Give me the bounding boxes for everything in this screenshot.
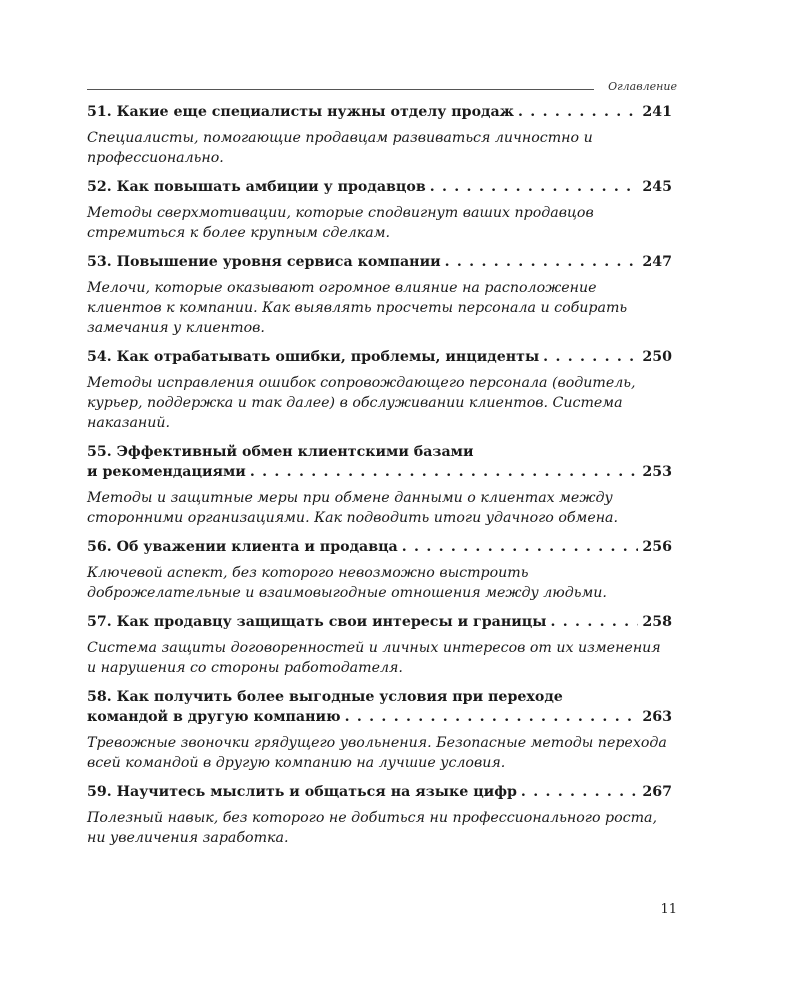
toc-entry-description: Тревожные звоночки грядущего увольнения. Безопасные методы перехода всей командой в другую компанию на лучшие условия. — [87, 735, 667, 771]
toc-title-text: 57. Как продавцу защищать свои интересы и границы — [87, 614, 547, 630]
toc-title-text: и рекомендациями — [87, 464, 246, 480]
toc-entry-description: Ключевой аспект, без которого невозможно выстроить доброжелательные и взаимовыгодные отношения между людьми. — [87, 565, 607, 601]
toc-entry-title[interactable] — [87, 537, 672, 557]
dot-leader — [430, 177, 639, 197]
toc-entry — [87, 102, 672, 168]
toc-page-number: 256 — [642, 539, 672, 555]
toc-page-number: 247 — [642, 254, 672, 270]
toc-entry — [87, 347, 672, 433]
toc-entry — [87, 687, 672, 773]
running-header — [87, 80, 677, 94]
header-rule — [87, 89, 594, 90]
toc-title-line — [87, 707, 672, 727]
toc-title-line — [87, 687, 672, 707]
toc-title-line — [87, 102, 672, 122]
toc-entry-description: Система защиты договоренностей и личных интересов от их изменения и нарушения со стороны работодателя. — [87, 640, 661, 676]
toc-entry-title[interactable] — [87, 782, 672, 802]
toc-title-text: 52. Как повышать амбиции у продавцов — [87, 179, 426, 195]
toc-entry — [87, 442, 672, 528]
toc-page-number: 250 — [642, 349, 672, 365]
toc-title-line — [87, 177, 672, 197]
toc-entry-description: Полезный навык, без которого не добиться ни профессионального роста, ни увеличения заработка. — [87, 810, 657, 846]
toc-entry — [87, 782, 672, 848]
toc-entry-title[interactable] — [87, 687, 672, 727]
toc-title-text: командой в другую компанию — [87, 709, 341, 725]
toc-title-text: 56. Об уважении клиента и продавца — [87, 539, 398, 555]
toc-title-text: 55. Эффективный обмен клиентскими базами — [87, 444, 474, 460]
toc-title-text: 53. Повышение уровня сервиса компании — [87, 254, 441, 270]
toc-page-number: 253 — [642, 464, 672, 480]
dot-leader — [345, 707, 639, 727]
dot-leader — [521, 782, 638, 802]
section-title: Оглавление — [608, 80, 677, 93]
toc-entry-description: Мелочи, которые оказывают огромное влияние на расположение клиентов к компании. Как выявлять просчеты персонала и собирать замечания у клиентов. — [87, 280, 628, 336]
toc-entry-description: Методы сверхмотивации, которые сподвигнут ваших продавцов стремиться к более крупным сделкам. — [87, 205, 594, 241]
toc-page-number: 263 — [642, 709, 672, 725]
toc-title-line — [87, 612, 672, 632]
toc-title-line — [87, 462, 672, 482]
toc-title-text: 54. Как отрабатывать ошибки, проблемы, инциденты — [87, 349, 540, 365]
toc-entry-title[interactable] — [87, 347, 672, 367]
toc-entry-title[interactable] — [87, 102, 672, 122]
toc-title-line — [87, 782, 672, 802]
dot-leader — [518, 102, 638, 122]
toc-entry — [87, 537, 672, 603]
toc-title-line — [87, 252, 672, 272]
toc-title-line — [87, 347, 672, 367]
toc-title-text: 51. Какие еще специалисты нужны отделу продаж — [87, 104, 515, 120]
toc-entry-title[interactable] — [87, 177, 672, 197]
toc-entry-description: Методы и защитные меры при обмене данными о клиентах между сторонними организациями. Как подводить итоги удачного обмена. — [87, 490, 619, 526]
toc-title-text: 58. Как получить более выгодные условия при переходе — [87, 689, 563, 705]
toc-title-text: 59. Научитесь мыслить и общаться на языке цифр — [87, 784, 517, 800]
dot-leader — [445, 252, 639, 272]
toc-entry — [87, 177, 672, 243]
dot-leader — [550, 612, 638, 632]
page-number: 11 — [660, 902, 677, 917]
toc-entry — [87, 252, 672, 338]
toc-entry-title[interactable] — [87, 612, 672, 632]
toc-page-number: 258 — [642, 614, 672, 630]
toc-page-number: 267 — [642, 784, 672, 800]
toc-title-line — [87, 442, 672, 462]
dot-leader — [402, 537, 639, 557]
toc-entry-description: Специалисты, помогающие продавцам развиваться личностно и профессионально. — [87, 130, 593, 166]
toc-page-number: 245 — [642, 179, 672, 195]
toc-entry-title[interactable] — [87, 442, 672, 482]
dot-leader — [543, 347, 638, 367]
toc-entry-description: Методы исправления ошибок сопровождающего персонала (водитель, курьер, поддержка и так далее) в обслуживании клиентов. Система наказаний. — [87, 375, 636, 431]
toc-page-number: 241 — [642, 104, 672, 120]
toc-entry — [87, 612, 672, 678]
dot-leader — [250, 462, 639, 482]
table-of-contents — [87, 102, 672, 857]
toc-entry-title[interactable] — [87, 252, 672, 272]
toc-title-line — [87, 537, 672, 557]
